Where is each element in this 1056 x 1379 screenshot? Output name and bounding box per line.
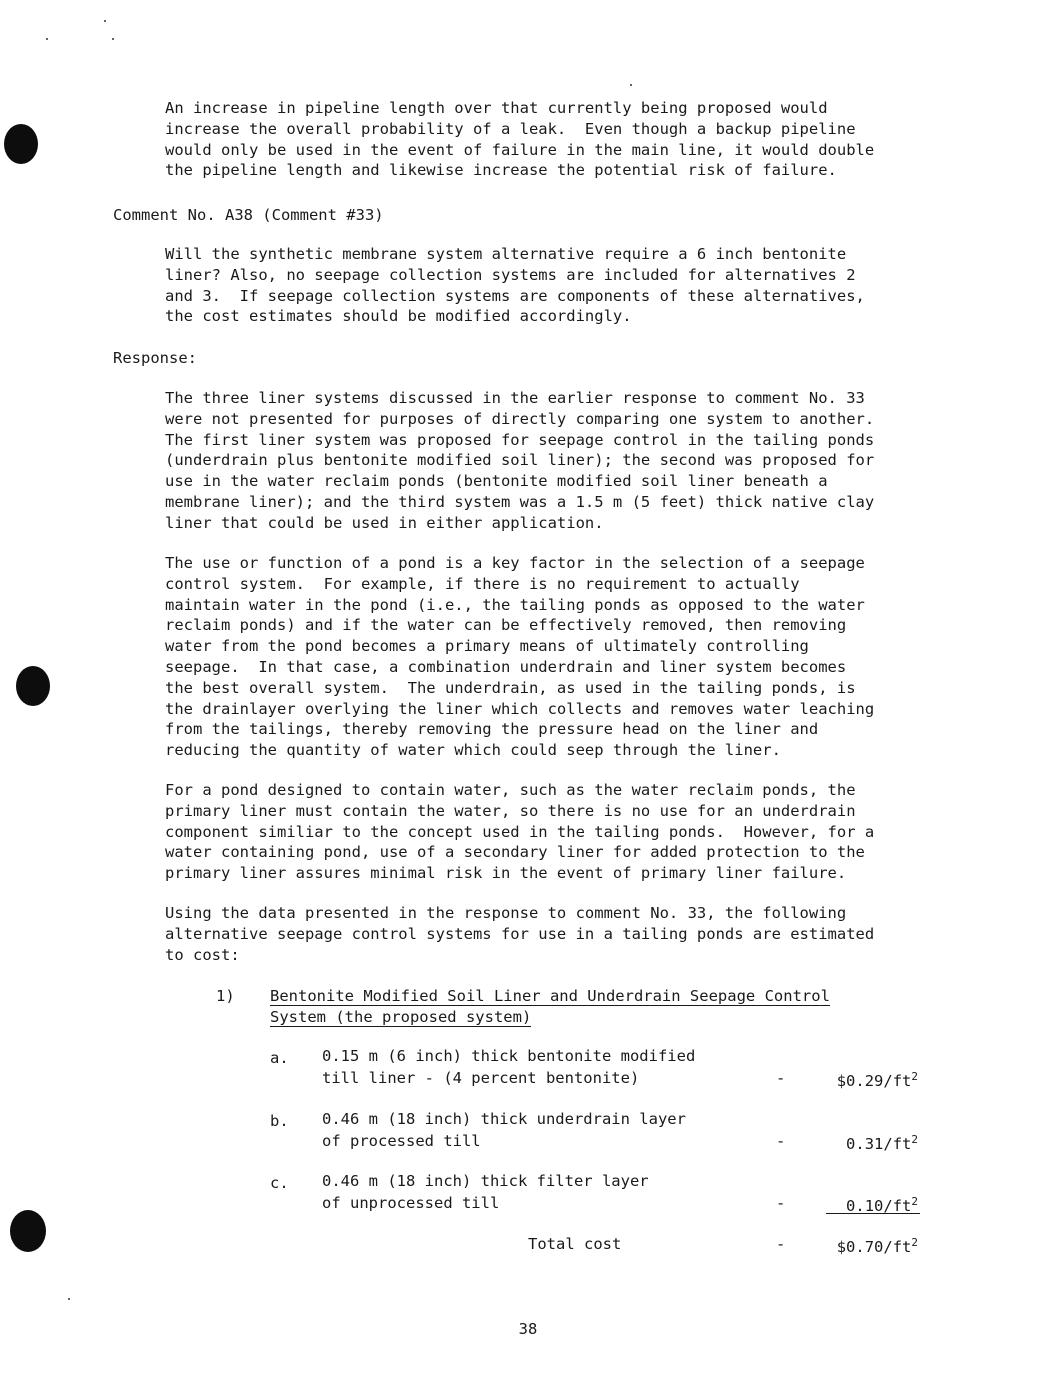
response-paragraph-3: For a pond designed to contain water, such as the water reclaim ponds, the primary liner must contain the water, so there is no use for an underdrain component similiar to the concept used in the tailing ponds. However, for a water containing pond, use of a secondary liner for added protection to the primary liner assures minimal risk in the event of primary liner failure. xyxy=(165,781,875,883)
item-cost-value: $0.29/ft xyxy=(836,1072,912,1090)
subtotal-rule xyxy=(826,1213,920,1214)
item-dash: - xyxy=(776,1132,786,1150)
item-cost-value: 0.31/ft xyxy=(846,1135,912,1153)
scan-speck xyxy=(112,38,114,40)
paragraph-pipeline: An increase in pipeline length over that currently being proposed would increase the overall probability of a leak. Even though a backup pipeline would only be used in the event of failure in the main line, it would double the pipeline length and likewise increase the potential risk of failure. xyxy=(165,99,875,180)
item-letter: b. xyxy=(270,1112,289,1130)
item-dash: - xyxy=(776,1194,786,1212)
response-paragraph-2: The use or function of a pond is a key factor in the selection of a seepage control system. For example, if there is no requirement to actually maintain water in the pond (i.e., the tailing ponds as opposed to the water reclaim ponds) and if the water can be effectively removed, then removing water from the pond becomes a primary means of ultimately controlling seepage. In that case, a combination underdrain and liner system becomes the best overall system. The underdrain, as used in the tailing ponds, is the drainlayer overlying the liner which collects and removes water leaching from the tailings, thereby removing the pressure head on the liner and reducing the quantity of water which could seep through the liner. xyxy=(165,554,875,760)
item-description-line2: till liner - (4 percent bentonite) xyxy=(322,1069,640,1087)
total-label: Total cost xyxy=(528,1235,622,1253)
comment-text: Will the synthetic membrane system alternative require a 6 inch bentonite liner? Also, no seepage collection systems are included for alternatives 2 and 3. If seepage collection systems are components of these alternatives, the cost estimates should be modified accordingly. xyxy=(165,245,865,326)
item-cost xyxy=(846,1129,918,1155)
item-cost-exponent: 2 xyxy=(911,1070,918,1083)
item-cost-exponent: 2 xyxy=(911,1133,918,1146)
item-description-line1: 0.15 m (6 inch) thick bentonite modified xyxy=(322,1047,696,1065)
punch-hole-bottom xyxy=(10,1210,46,1252)
item-cost-value: 0.10/ft xyxy=(846,1197,912,1215)
item-letter: a. xyxy=(270,1049,289,1067)
scan-speck xyxy=(630,84,632,86)
total-dash: - xyxy=(776,1235,786,1253)
scan-speck xyxy=(68,1298,70,1300)
total-cost-value: $0.70/ft xyxy=(836,1238,912,1256)
list-title-line2 xyxy=(270,1007,531,1028)
item-cost xyxy=(837,1066,918,1092)
response-paragraph-1: The three liner systems discussed in the earlier response to comment No. 33 were not presented for purposes of directly comparing one system to another. The first liner system was proposed for seepage control in the tailing ponds (underdrain plus bentonite modified soil liner); the second was proposed for use in the water reclaim ponds (bentonite modified soil liner beneath a membrane liner); and the third system was a 1.5 m (5 feet) thick native clay liner that could be used in either application. xyxy=(165,389,875,532)
scan-speck xyxy=(46,38,48,40)
item-dash: - xyxy=(776,1069,786,1087)
item-description-line2: of unprocessed till xyxy=(322,1194,500,1212)
response-paragraph-4: Using the data presented in the response to comment No. 33, the following alternative seepage control systems for use in a tailing ponds are estimated to cost: xyxy=(165,904,875,964)
item-description-line1: 0.46 m (18 inch) thick underdrain layer xyxy=(322,1110,686,1128)
list-number: 1) xyxy=(216,987,235,1005)
scan-speck xyxy=(104,20,106,22)
punch-hole-top xyxy=(4,124,38,164)
punch-hole-middle xyxy=(16,666,50,706)
total-cost-exponent: 2 xyxy=(911,1236,918,1249)
list-title-text-2: System (the proposed system) xyxy=(270,1008,532,1026)
item-letter: c. xyxy=(270,1174,289,1192)
item-cost-exponent: 2 xyxy=(911,1195,918,1208)
list-title-text-1: Bentonite Modified Soil Liner and Underdrain Seepage Control xyxy=(270,987,830,1005)
item-description-line2: of processed till xyxy=(322,1132,481,1150)
page-number: 38 xyxy=(518,1320,538,1338)
list-title-line1 xyxy=(270,986,830,1007)
item-description-line1: 0.46 m (18 inch) thick filter layer xyxy=(322,1172,649,1190)
total-cost xyxy=(837,1232,918,1258)
response-heading: Response: xyxy=(113,349,197,367)
comment-heading: Comment No. A38 (Comment #33) xyxy=(113,206,384,224)
